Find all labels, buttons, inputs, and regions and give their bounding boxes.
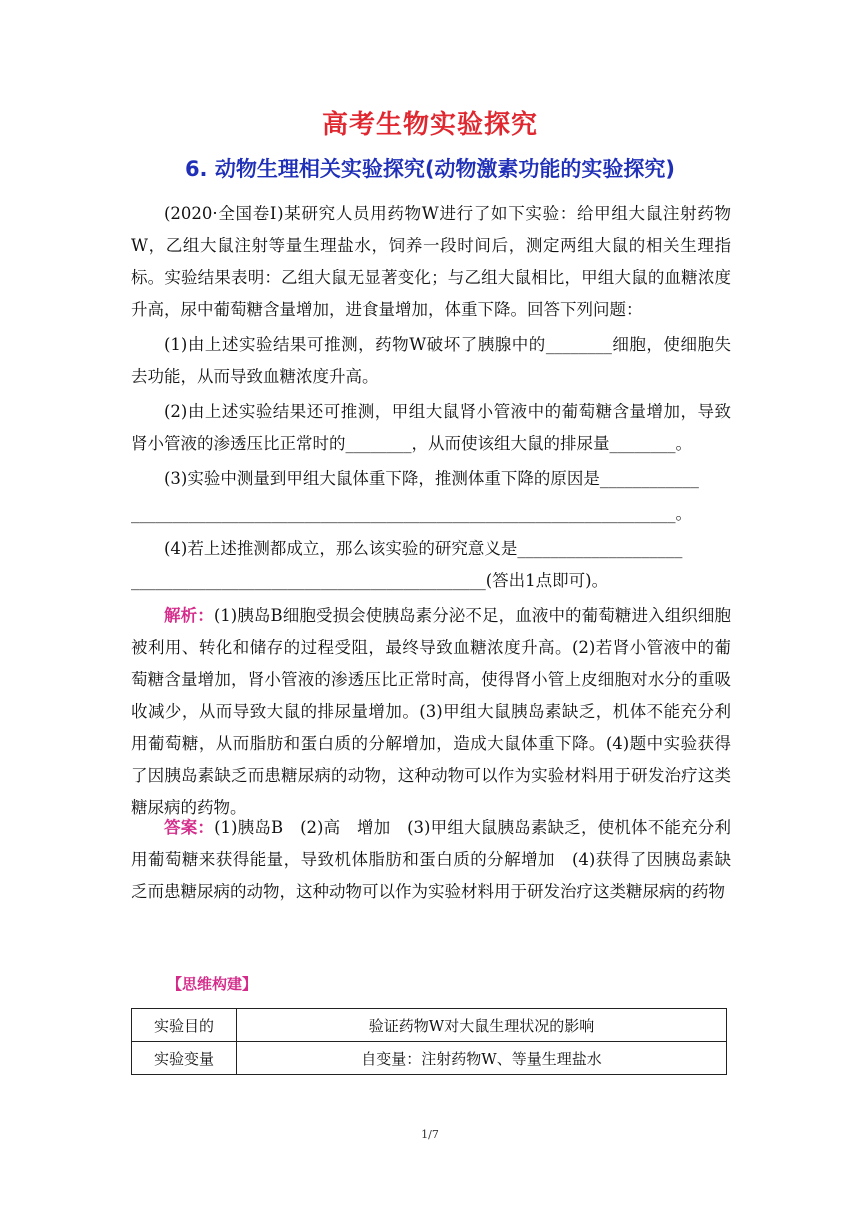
table-cell-value: 验证药物W对大鼠生理状况的影响 [237, 1009, 727, 1042]
question-2: (2)由上述实验结果还可推测，甲组大鼠肾小管液中的葡萄糖含量增加，导致肾小管液的渗透压比正常时的________，从而使该组大鼠的排尿量________。 [131, 402, 731, 453]
question-stem: (2020·全国卷Ⅰ)某研究人员用药物W进行了如下实验：给甲组大鼠注射药物W，乙组大鼠注射等量生理盐水，饲养一段时间后，测定两组大鼠的相关生理指标。实验结果表明：乙组大鼠无显著变化；与乙组大鼠相比，甲组大鼠的血糖浓度升高，尿中葡萄糖含量增加，进食量增加，体重下降。回答下列问题： [131, 204, 731, 319]
answer-block [131, 812, 731, 908]
table-row [132, 1042, 727, 1075]
answer-label: 答案： [164, 818, 215, 837]
mind-map-label: 【思维构建】 [167, 975, 258, 993]
table-cell-value: 自变量：注射药物W、等量生理盐水 [237, 1042, 727, 1075]
analysis-label: 解析： [164, 606, 214, 625]
mind-map-table [131, 1008, 727, 1075]
analysis-text: (1)胰岛B细胞受损会使胰岛素分泌不足，血液中的葡萄糖进入组织细胞被利用、转化和储存的过程受阻，最终导致血糖浓度升高。(2)若肾小管液中的葡萄糖含量增加，肾小管液的渗透压比正常时高，使得肾小管上皮细胞对水分的重吸收减少，从而导致大鼠的排尿量增加。(3)甲组大鼠胰岛素缺乏，机体不能充分利用葡萄糖，从而脂肪和蛋白质的分解增加，造成大鼠体重下降。(4)题中实验获得了因胰岛素缺乏而患糖尿病的动物，这种动物可以作为实验材料用于研发治疗这类糖尿病的药物。 [131, 606, 732, 817]
answer-text: (1)胰岛B (2)高 增加 (3)甲组大鼠胰岛素缺乏，使机体不能充分利用葡萄糖来获得能量，导致机体脂肪和蛋白质的分解增加 (4)获得了因胰岛素缺乏而患糖尿病的动物，这种动物可以作为实验材料用于研发治疗这类糖尿病的药物 [131, 818, 731, 901]
question-4: (4)若上述推测都成立，那么该实验的研究意义是____________________ [164, 539, 683, 558]
page-number: 1/7 [421, 1128, 439, 1141]
question-block [131, 198, 731, 597]
section-title: 6. 动物生理相关实验探究(动物激素功能的实验探究) [184, 157, 676, 181]
analysis-block [131, 600, 731, 824]
question-1: (1)由上述实验结果可推测，药物W破坏了胰腺中的________细胞，使细胞失去功能，从而导致血糖浓度升高。 [131, 335, 731, 386]
page-title: 高考生物实验探究 [321, 110, 538, 140]
table-row [132, 1009, 727, 1042]
question-4-answer-line: ___________________________________________(答出1点即可)。 [131, 571, 609, 590]
table-cell-key: 实验目的 [132, 1009, 237, 1042]
question-3: (3)实验中测量到甲组大鼠体重下降，推测体重下降的原因是____________ [164, 469, 699, 488]
question-3-answer-line: __________________________________________________________________。 [131, 504, 692, 523]
table-cell-key: 实验变量 [132, 1042, 237, 1075]
